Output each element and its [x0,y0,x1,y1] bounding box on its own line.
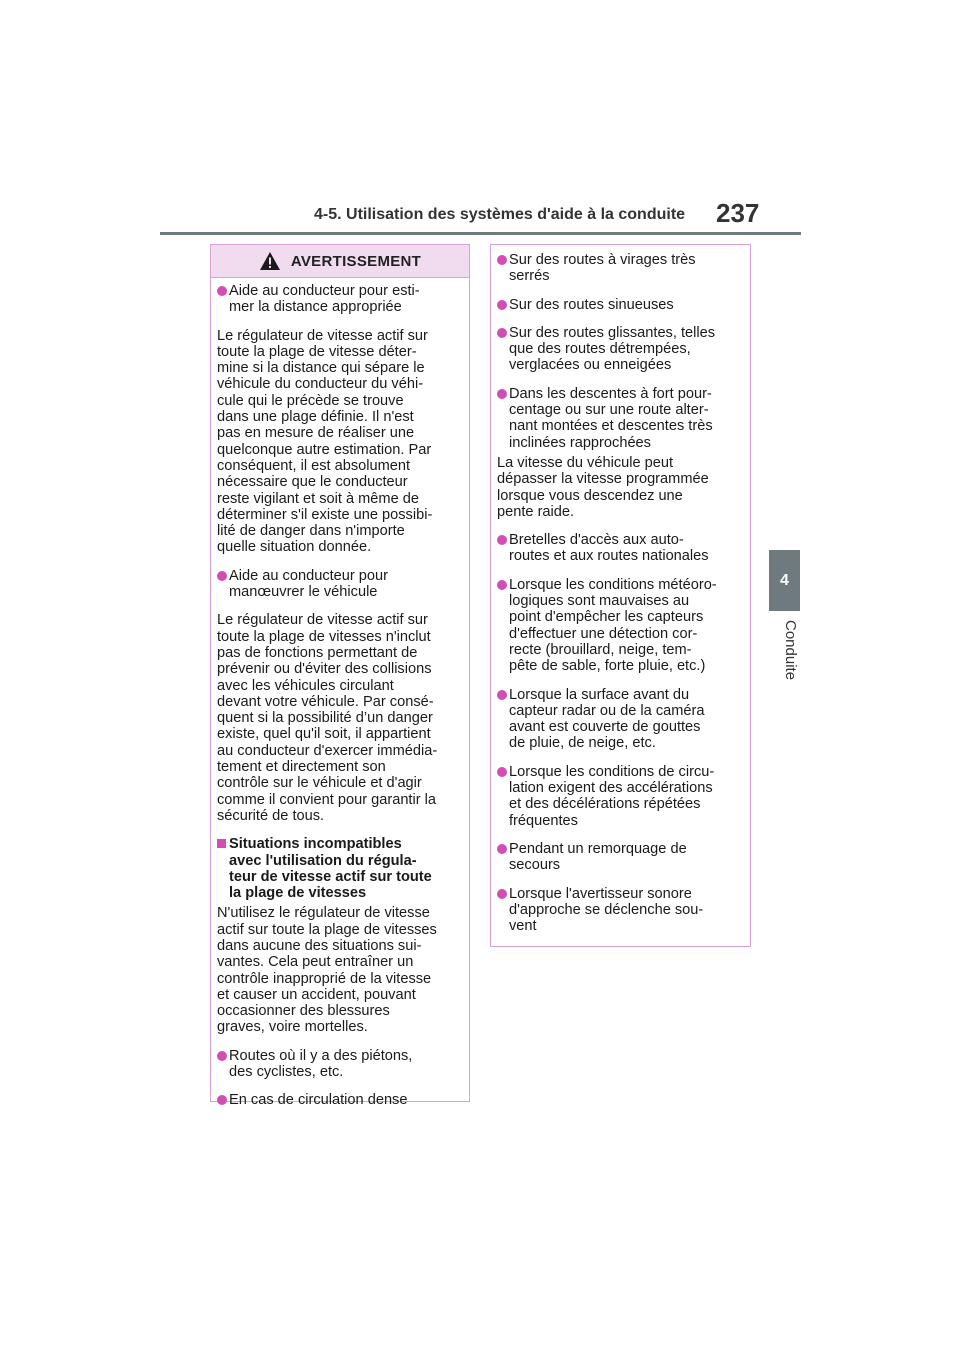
square-bullet-icon [217,839,226,848]
bullet-dot-icon [217,571,227,581]
bullet-dot-icon [217,1095,227,1105]
paragraph: La vitesse du véhicule peut dépasser la vitesse programmée lorsque vous descendez une pente raide. [497,454,709,520]
bullet-dot-icon [497,690,507,700]
list-item: Lorsque les conditions météoro- logiques sont mauvaises au point d'empêcher les capteurs d'effectuer une détection cor- recte (brouillard, neige, tem- pête de sable, forte pluie, etc.) [497,577,744,675]
bullet-dot-icon [497,300,507,310]
warning-header [211,245,469,278]
warning-title: AVERTISSEMENT [290,252,422,270]
bullet-dot-icon [497,389,507,399]
bullet-dot-icon [497,889,507,899]
list-item: En cas de circulation dense [217,1092,463,1108]
list-item: Lorsque l'avertisseur sonore d'approche se déclenche sou- vent [497,886,744,935]
section-title: 4-5. Utilisation des systèmes d'aide à la conduite [314,206,686,223]
list-item: Pendant un remorquage de secours [497,841,744,874]
list-item: Lorsque les conditions de circu- lation exigent des accélérations et des décélérations répétées fréquentes [497,764,744,829]
bullet-dot-icon [497,844,507,854]
page-number: 237 [716,198,760,228]
chapter-tab[interactable]: 4 [769,550,800,611]
list-item: Bretelles d'accès aux auto- routes et aux routes nationales [497,532,744,565]
warning-triangle-icon [259,251,281,271]
bullet-dot-icon [217,286,227,296]
bullet-dot-icon [497,535,507,545]
paragraph: Le régulateur de vitesse actif sur toute la plage de vitesses n'inclut pas de fonctions permettant de prévenir ou d'éviter des collisions avec les véhicules circulant devant votre véhicule. Par consé- quent si la possibilité d’un danger existe, quel qu'il soit, il appartient au conducteur d'exercer immédia- tement et directement son contrôle sur le véhicule et d'agir comme il convient pour garantir la sécurité de tous. [217,612,438,824]
subheading: Situations incompatibles avec l'utilisation du régula- teur de vitesse actif sur toute la plage de vitesses [217,836,463,901]
warning-box-right [490,244,751,947]
bullet-dot-icon [497,580,507,590]
bullet-dot-icon [217,1051,227,1061]
list-item: Sur des routes glissantes, telles que des routes détrempées, verglacées ou enneigées [497,325,744,374]
paragraph: Le régulateur de vitesse actif sur toute la plage de vitesse déter- mine si la distance qui sépare le véhicule du conducteur du véhi- cule qui le précède se trouve dans une plage définie. Il n'est pas en mesure de réaliser une quelconque autre estimation. Par conséquent, il est absolument nécessaire que le conducteur reste vigilant et soit à même de déterminer s'il existe une possibi- lité de danger dans n'importe quelle situation donnée. [217,327,433,556]
warning-content-left [211,278,469,1109]
list-item: Routes où il y a des piétons, des cyclistes, etc. [217,1048,463,1081]
chapter-label: Conduite [782,620,799,681]
list-item: Dans les descentes à fort pour- centage ou sur une route alter- nant montées et descentes très inclinées rapprochées [497,386,744,451]
list-item: Aide au conducteur pour manœuvrer le véhicule [217,568,463,601]
paragraph: N'utilisez le régulateur de vitesse actif sur toute la plage de vitesses dans aucune des situations sui- vantes. Cela peut entraîner un contrôle inapproprié de la vitesse et causer un accident, pouvant occasionner des blessures graves, voire mortelles. [217,905,437,1036]
warning-box-left [210,244,470,1109]
header-rule [160,232,801,235]
list-item: Aide au conducteur pour esti- mer la distance appropriée [217,283,463,316]
page-header [0,0,960,240]
list-item: Sur des routes sinueuses [497,297,744,313]
bullet-dot-icon [497,328,507,338]
bullet-dot-icon [497,767,507,777]
warning-content-right [491,245,750,934]
list-item: Sur des routes à virages très serrés [497,252,744,285]
list-item: Lorsque la surface avant du capteur radar ou de la caméra avant est couverte de gouttes de pluie, de neige, etc. [497,687,744,752]
bullet-dot-icon [497,255,507,265]
